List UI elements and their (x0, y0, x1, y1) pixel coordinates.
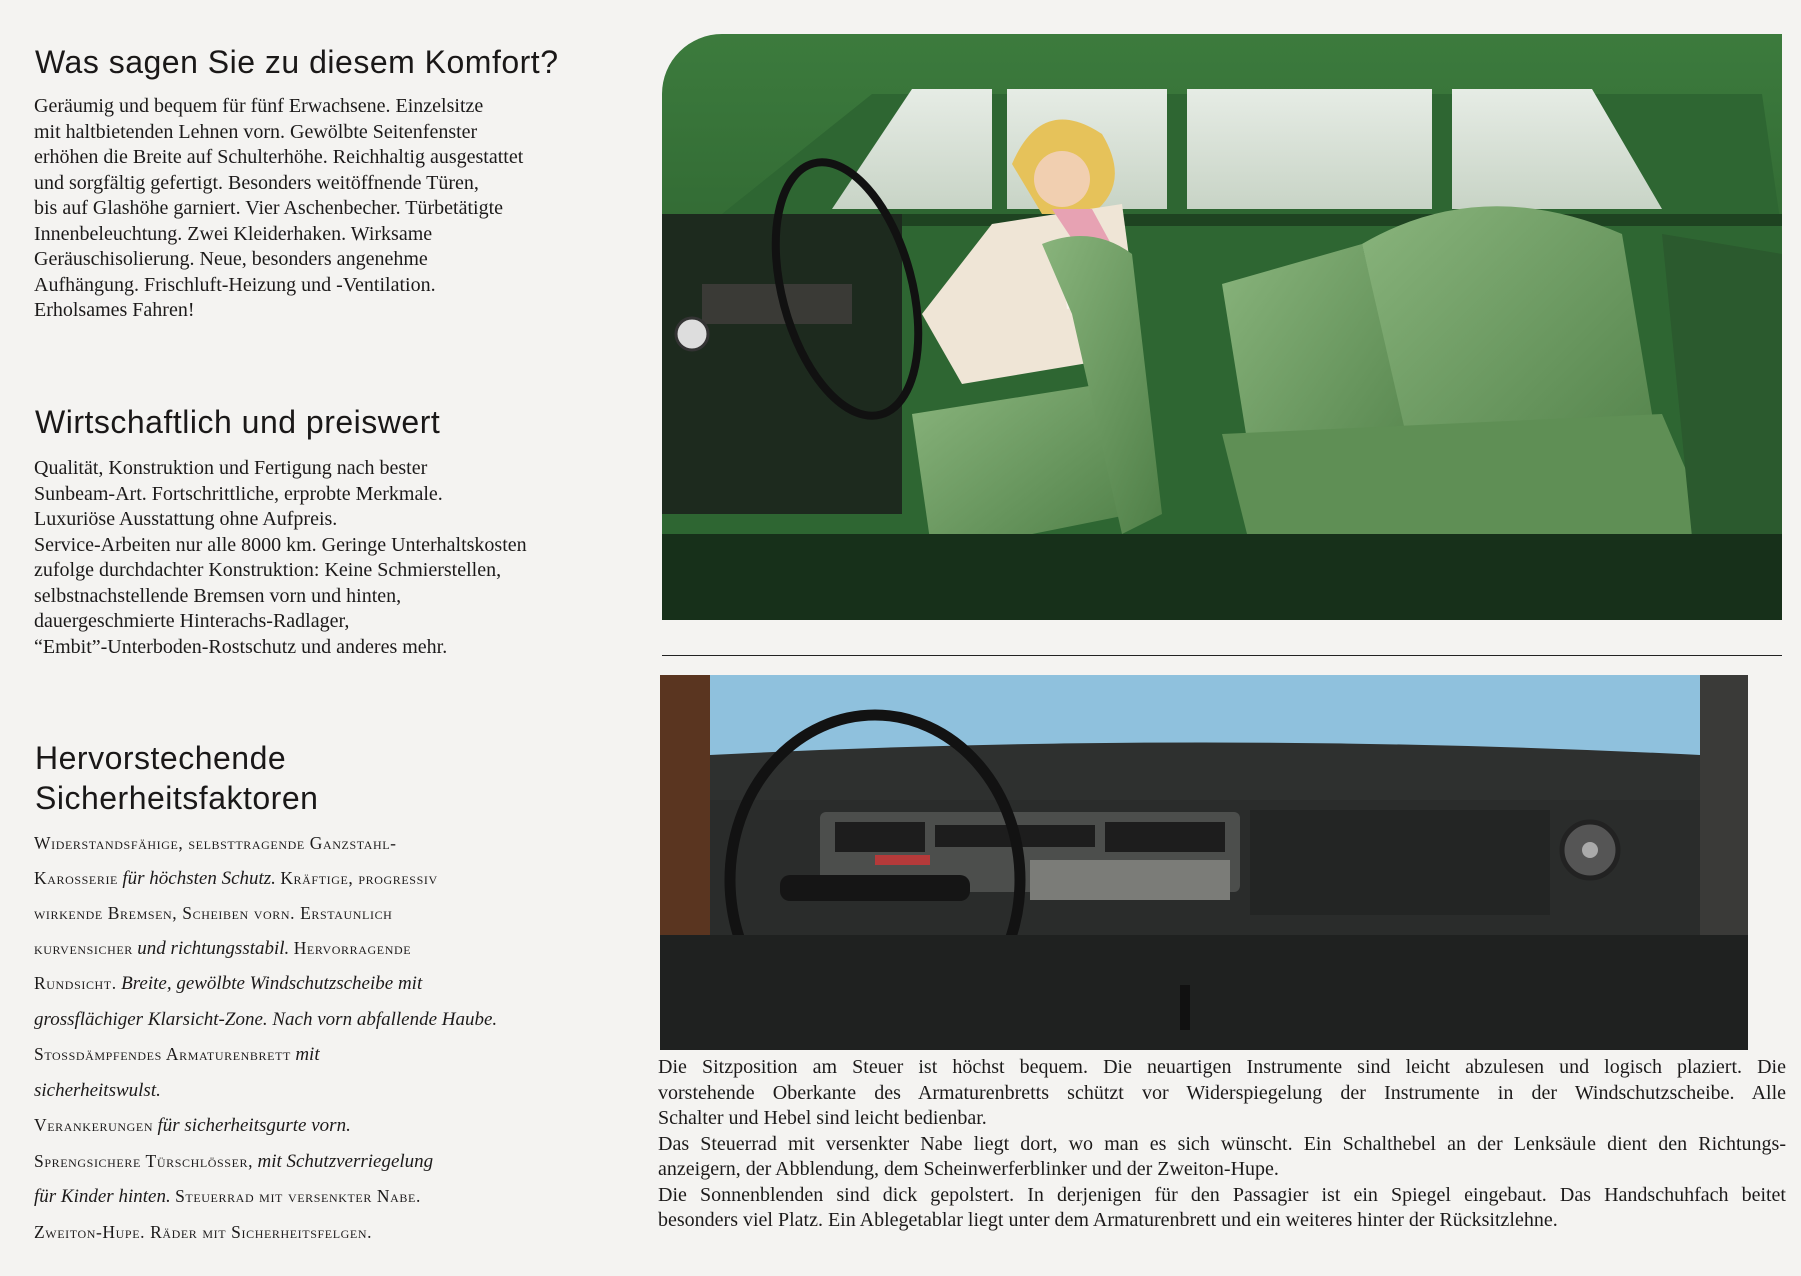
caption-line: vorstehende Oberkante des Armaturenbretts schützt vor Widerspiegelung der Instrumente in der Windschutzscheibe. Alle (658, 1081, 1786, 1104)
safety-line (34, 1179, 594, 1215)
comfort-line: bis auf Glashöhe garniert. Vier Aschenbecher. Türbetätigte (34, 197, 504, 219)
safety-line (34, 1002, 594, 1038)
safety-text: sicherheitswulst. (34, 1079, 161, 1101)
paragraph-comfort (34, 94, 594, 324)
dashboard-illustration (660, 675, 1748, 1050)
caption-line: Die Sitzposition am Steuer ist höchst bequem. Die neuartigen Instrumente sind leicht abzulesen und logisch plaziert. Die (658, 1056, 1786, 1078)
safety-line (34, 1073, 594, 1109)
car-interior-illustration (662, 34, 1782, 638)
economy-line: Qualität, Konstruktion und Fertigung nach bester (34, 457, 428, 479)
dashboard-caption (658, 1055, 1786, 1234)
safety-text: Breite, gewölbte Windschutzscheibe mit (121, 973, 423, 994)
economy-line: dauergeschmierte Hinterachs-Radlager, (34, 610, 350, 632)
heading-safety-line1: Hervorstechende (35, 740, 287, 776)
safety-text: Karosserie (34, 867, 118, 888)
safety-text: Verankerungen (34, 1115, 154, 1135)
safety-line (34, 826, 594, 861)
economy-line: Luxuriöse Ausstattung ohne Aufpreis. (34, 508, 338, 530)
safety-text: grossflächiger Klarsicht-Zone. Nach vorn abfallende Haube. (34, 1008, 498, 1030)
comfort-line: und sorgfältig gefertigt. Besonders weitöffnende Türen, (34, 171, 479, 194)
safety-text: Stossdämpfendes Armaturenbrett (34, 1044, 291, 1064)
safety-text: wirkende Bremsen, Scheiben vorn. Erstaunlich (34, 903, 393, 923)
safety-line (34, 966, 594, 1002)
car-interior-photo (662, 34, 1782, 638)
safety-text: für Kinder hinten. (34, 1186, 171, 1207)
economy-line: Service-Arbeiten nur alle 8000 km. Geringe Unterhaltskosten (34, 533, 527, 556)
comfort-line: Geräumig und bequem für fünf Erwachsene. Einzelsitze (34, 95, 484, 117)
economy-line: selbstnachstellende Bremsen vorn und hinten, (34, 584, 402, 607)
safety-text: Kräftige, progressiv (280, 867, 438, 888)
safety-text: mit Schutzverriegelung (257, 1150, 434, 1172)
economy-line: “Embit”-Unterboden-Rostschutz und anderes mehr. (34, 635, 448, 658)
comfort-line: Geräuschisolierung. Neue, besonders angenehme (34, 248, 428, 270)
safety-line (34, 896, 594, 931)
safety-text: mit (295, 1044, 320, 1065)
economy-line: Sunbeam-Art. Fortschrittliche, erprobte Merkmale. (34, 482, 443, 505)
comfort-line: mit haltbietenden Lehnen vorn. Gewölbte Seitenfenster (34, 120, 478, 143)
safety-text: für höchsten Schutz. (122, 867, 276, 889)
safety-text: Rundsicht. (34, 973, 117, 993)
safety-line (34, 861, 594, 897)
caption-line: anzeigern, der Abblendung, dem Scheinwerferblinker und der Zweiton-Hupe. (658, 1158, 1279, 1180)
caption-line: besonders viel Platz. Ein Ablegetablar liegt unter dem Armaturenbrett und ein weiteres hinter der Rücksitzlehne. (658, 1209, 1558, 1231)
heading-economy: Wirtschaftlich und preiswert (35, 404, 441, 440)
heading-safety (35, 738, 318, 818)
safety-line (34, 1037, 594, 1073)
safety-text: Widerstandsfähige, selbsttragende Ganzstahl- (34, 833, 397, 853)
heading-safety-line2: Sicherheitsfaktoren (35, 780, 319, 816)
comfort-line: Aufhängung. Frischluft-Heizung und -Ventilation. (34, 273, 436, 296)
caption-line: Das Steuerrad mit versenkter Nabe liegt dort, wo man es sich wünscht. Ein Schalthebel an der Lenksäule dient den Richtungs- (658, 1132, 1786, 1155)
safety-text: Sprengsichere Türschlösser, (34, 1150, 254, 1171)
safety-list (34, 826, 594, 1249)
dashboard-photo (660, 675, 1748, 1050)
comfort-line: Erholsames Fahren! (34, 299, 195, 321)
photo-divider (662, 655, 1782, 656)
economy-line: zufolge durchdachter Konstruktion: Keine Schmierstellen, (34, 559, 502, 581)
safety-line (34, 1215, 594, 1250)
safety-text: und richtungsstabil. (137, 937, 290, 959)
safety-line (34, 1144, 594, 1180)
safety-text: kurvensicher (34, 937, 133, 958)
comfort-line: erhöhen die Breite auf Schulterhöhe. Reichhaltig ausgestattet (34, 146, 524, 168)
caption-line: Schalter und Hebel sind leicht bedienbar. (658, 1107, 987, 1129)
safety-text: Steuerrad mit versenkter Nabe. (175, 1186, 421, 1206)
safety-line (34, 1108, 594, 1144)
heading-comfort: Was sagen Sie zu diesem Komfort? (35, 44, 559, 80)
comfort-line: Innenbeleuchtung. Zwei Kleiderhaken. Wirksame (34, 222, 433, 245)
caption-line: Die Sonnenblenden sind dick gepolstert. In derjenigen für den Passagier ist ein Spiegel eingebaut. Das Handschuhfach beitet (658, 1183, 1786, 1206)
safety-text: Zweiton-Hupe. Räder mit Sicherheitsfelgen. (34, 1221, 373, 1242)
safety-text: für sicherheitsgurte vorn. (157, 1115, 351, 1136)
paragraph-economy (34, 456, 594, 660)
safety-line (34, 931, 594, 967)
safety-text: Hervorragende (293, 937, 412, 958)
